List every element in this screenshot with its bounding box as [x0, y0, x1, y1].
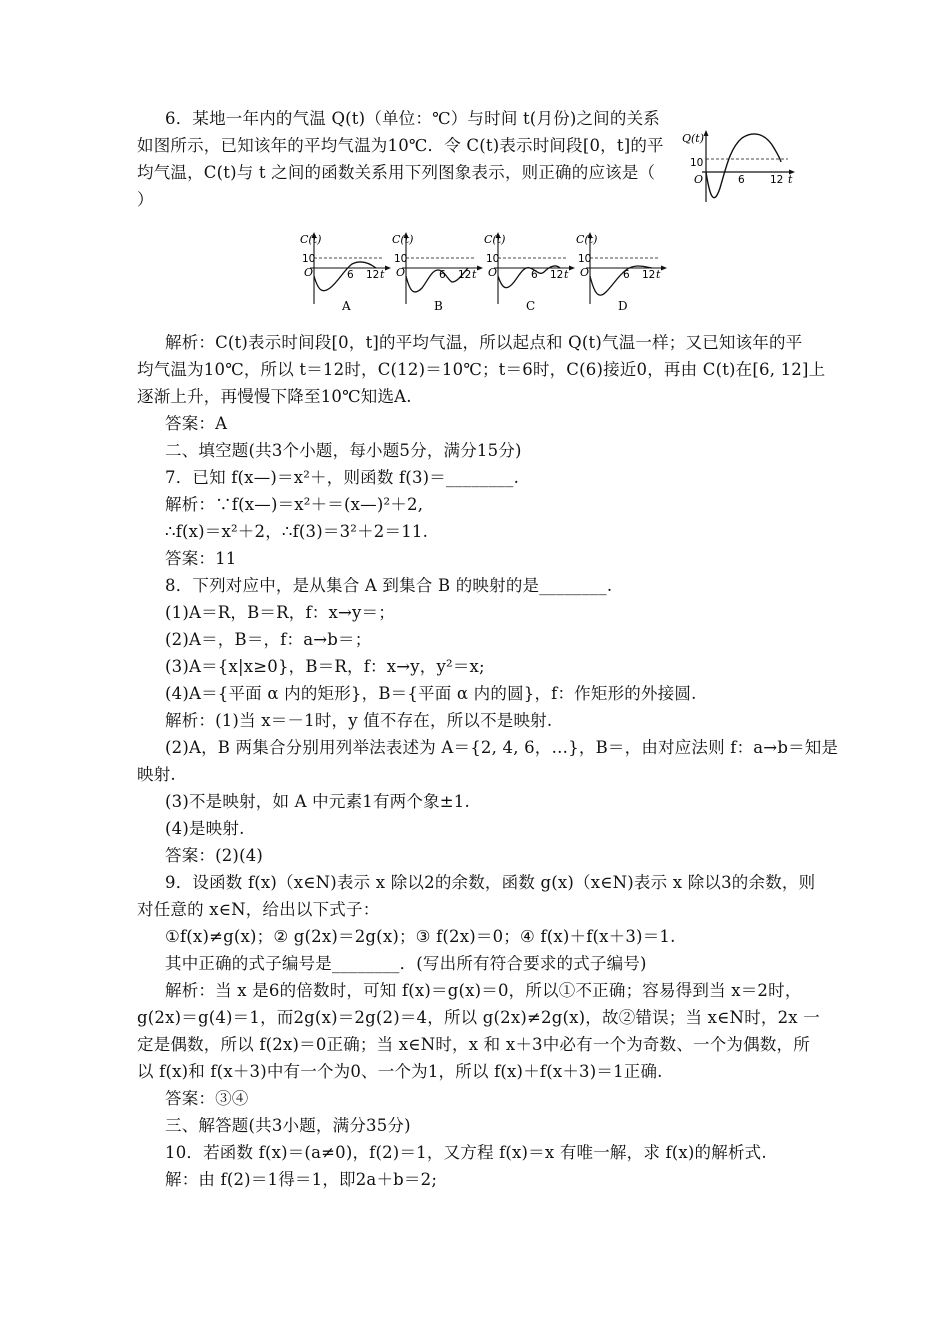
c-axis-label: C(t): [484, 233, 506, 246]
y-tick-10: 10: [578, 253, 592, 265]
text-line: 均气温为10℃，所以 t＝12时，C(12)＝10℃；t＝6时，C(6)接近0，再由 C(t)在[6, 12]上: [137, 360, 826, 379]
text-line: 解析：∵f(x—)＝x²＋＝(x—)²＋2,: [165, 495, 424, 514]
option-graph-c[interactable]: [484, 230, 576, 320]
text-line: (4)是映射.: [165, 819, 245, 838]
option-graph-d[interactable]: [576, 230, 668, 320]
text-line: 9．设函数 f(x)（x∈N)表示 x 除以2的余数，函数 g(x)（x∈N)表示 x 除以3的余数，则: [165, 873, 816, 892]
text-line: ∴f(x)＝x²＋2，∴f(3)＝3²＋2＝11.: [165, 522, 429, 541]
text-line: 三、解答题(共3小题，满分35分): [165, 1116, 411, 1135]
option-letter: C: [526, 299, 536, 313]
text-line: (3)A＝{x|x≥0}，B＝R，f：x→y，y²＝x;: [165, 657, 485, 676]
text-line: 其中正确的式子编号是________．(写出所有符合要求的式子编号): [165, 954, 647, 973]
text-line: 定是偶数，所以 f(2x)＝0正确；当 x∈N时，x 和 x＋3中必有一个为奇数、一个为偶数，所: [137, 1035, 810, 1054]
text-line: 6．某地一年内的气温 Q(t)（单位：℃）与时间 t(月份)之间的关系: [165, 109, 660, 128]
t-axis-label: t: [656, 268, 661, 281]
x-tick-6: 6: [439, 269, 446, 281]
y-tick-10: 10: [394, 253, 408, 265]
text-line: (2)A，B 两集合分别用列举法表述为 A＝{2, 4, 6，…}，B＝，由对应法则 f：a→b＝知是: [165, 738, 839, 757]
text-line: 以 f(x)和 f(x＋3)中有一个为0、一个为1，所以 f(x)＋f(x＋3)＝1正确.: [137, 1062, 663, 1081]
origin-label: O: [488, 266, 498, 279]
text-line: 解析：C(t)表示时间段[0，t]的平均气温，所以起点和 Q(t)气温一样；又已知该年的平: [165, 333, 803, 352]
text-line: ）: [137, 190, 154, 209]
c-axis-label: C(t): [576, 233, 598, 246]
text-line: 二、填空题(共3个小题，每小题5分，满分15分): [165, 441, 522, 460]
y-tick-10: 10: [690, 157, 704, 169]
q-axis-label: Q(t): [682, 132, 705, 145]
c-axis-label: C(t): [392, 233, 414, 246]
text-line: g(2x)＝g(4)＝1，而2g(x)＝2g(2)＝4，所以 g(2x)≠2g(x)，故②错误；当 x∈N时，2x 一: [137, 1008, 820, 1027]
x-tick-6: 6: [623, 269, 630, 281]
y-tick-10: 10: [302, 253, 316, 265]
temperature-graph: [680, 128, 800, 218]
c-axis-label: C(t): [300, 233, 322, 246]
text-line: 均气温，C(t)与 t 之间的函数关系用下列图象表示，则正确的应该是（: [137, 163, 656, 182]
text-line: 10．若函数 f(x)＝(a≠0)，f(2)＝1，又方程 f(x)＝x 有唯一解，求 f(x)的解析式.: [165, 1143, 767, 1162]
text-line: 映射.: [137, 765, 176, 784]
x-tick-12: 12: [366, 269, 380, 281]
x-tick-12: 12: [458, 269, 472, 281]
text-line: (2)A＝，B＝，f：a→b＝；: [165, 630, 372, 649]
x-tick-6: 6: [531, 269, 538, 281]
x-tick-12: 12: [550, 269, 564, 281]
text-line: 解析：当 x 是6的倍数时，可知 f(x)＝g(x)＝0，所以①不正确；容易得到当 x＝2时，: [165, 981, 802, 1000]
t-axis-label: t: [788, 173, 793, 186]
origin-label: O: [304, 266, 314, 279]
option-graph-a[interactable]: [300, 230, 392, 320]
text-line: 答案：11: [165, 549, 237, 568]
text-line: 逐渐上升，再慢慢下降至10℃知选A.: [137, 387, 412, 406]
text-line: (4)A＝{平面 α 内的矩形}，B＝{平面 α 内的圆}，f：作矩形的外接圆.: [165, 684, 697, 703]
text-line: 解析：(1)当 x＝－1时，y 值不存在，所以不是映射.: [165, 711, 553, 730]
option-letter: B: [434, 299, 443, 313]
x-tick-6: 6: [738, 174, 745, 186]
origin-label: O: [694, 173, 704, 186]
t-axis-label: t: [380, 268, 385, 281]
text-line: (3)不是映射，如 A 中元素1有两个象±1.: [165, 792, 470, 811]
origin-label: O: [396, 266, 406, 279]
text-line: 答案：A: [165, 414, 228, 433]
t-axis-label: t: [564, 268, 569, 281]
y-tick-10: 10: [486, 253, 500, 265]
option-letter: A: [342, 299, 351, 313]
text-line: (1)A＝R，B＝R，f：x→y＝；: [165, 603, 395, 622]
text-line: 7．已知 f(x—)＝x²＋，则函数 f(3)＝________.: [165, 468, 520, 487]
text-line: 解：由 f(2)＝1得＝1，即2a＋b＝2;: [165, 1170, 438, 1189]
x-tick-12: 12: [642, 269, 656, 281]
x-tick-6: 6: [347, 269, 354, 281]
text-line: 对任意的 x∈N，给出以下式子：: [137, 900, 380, 919]
t-axis-label: t: [472, 268, 477, 281]
option-letter: D: [618, 299, 628, 313]
text-line: ①f(x)≠g(x)；② g(2x)＝2g(x)；③ f(2x)＝0；④ f(x)＋f(x＋3)＝1.: [165, 927, 676, 946]
origin-label: O: [580, 266, 590, 279]
text-line: 8．下列对应中，是从集合 A 到集合 B 的映射的是________.: [165, 576, 613, 595]
option-graph-b[interactable]: [392, 230, 484, 320]
text-line: 答案：③④: [165, 1089, 249, 1108]
x-tick-12: 12: [770, 174, 784, 186]
text-line: 如图所示，已知该年的平均气温为10℃．令 C(t)表示时间段[0，t]的平: [137, 136, 664, 155]
text-line: 答案：(2)(4): [165, 846, 264, 865]
